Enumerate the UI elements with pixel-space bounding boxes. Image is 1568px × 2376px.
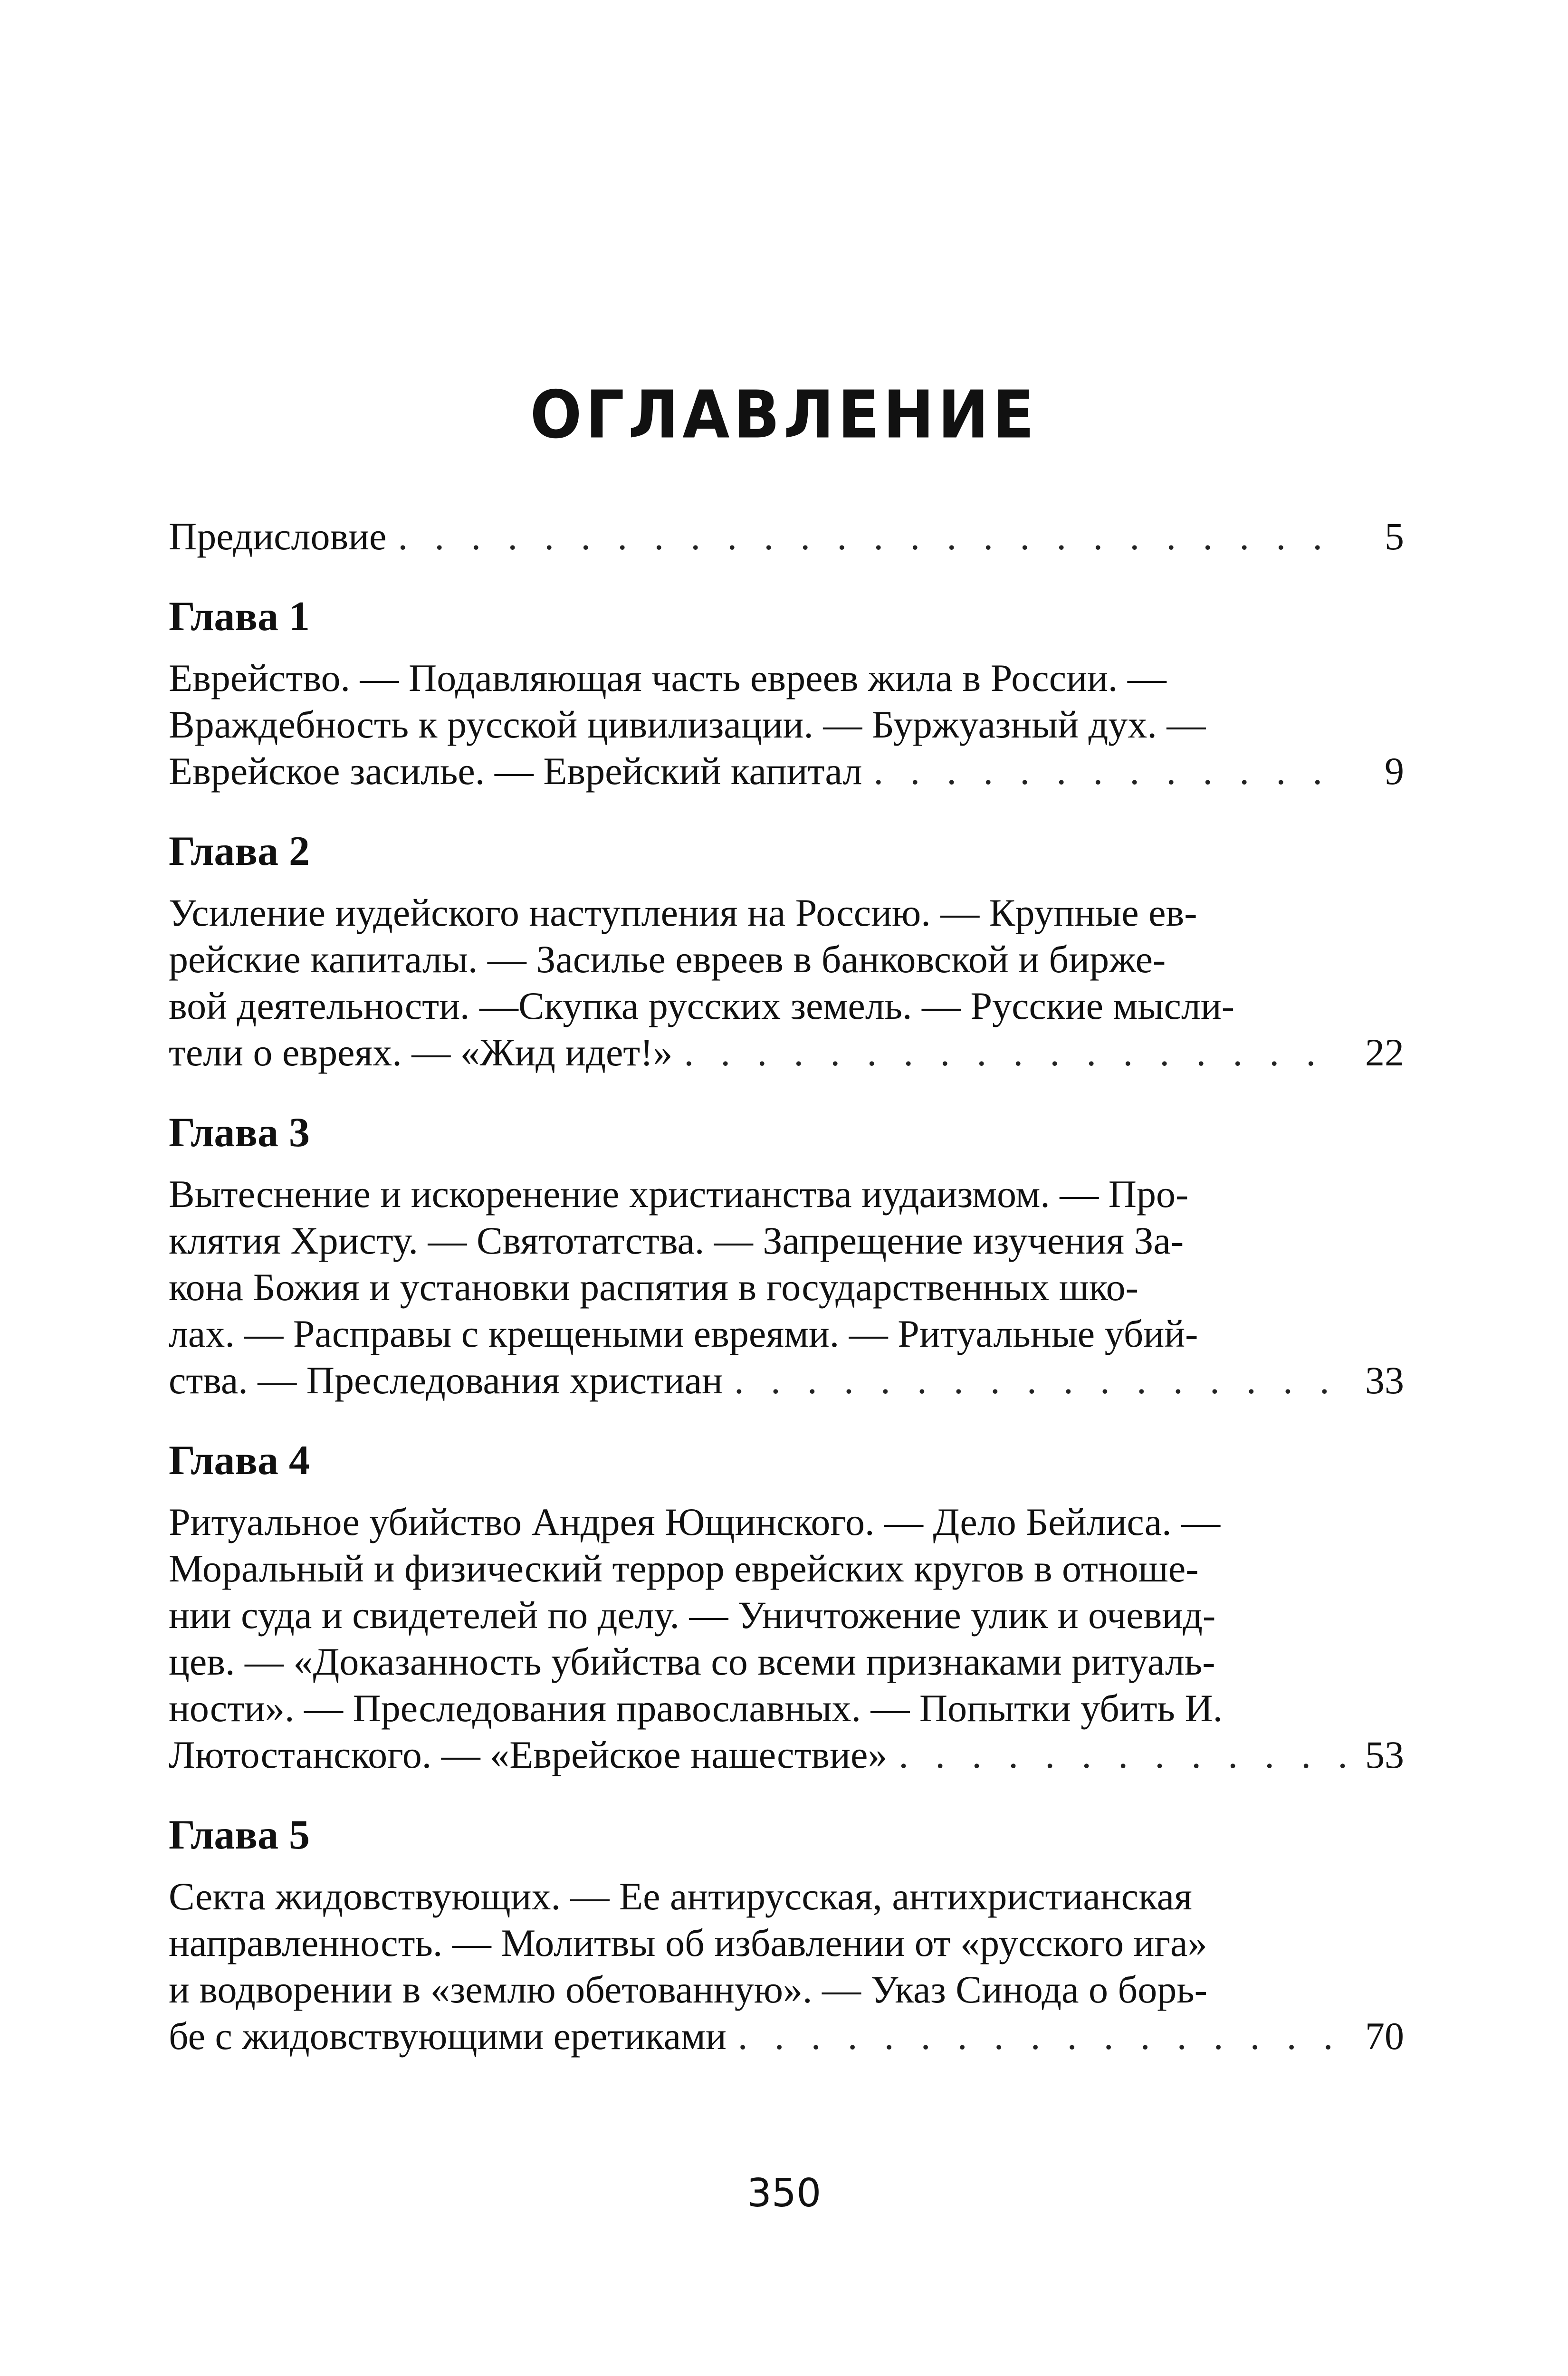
preface-label: Предисловие <box>169 515 387 558</box>
chapter-description-line: Вытеснение и искоренение христианства иудаизмом. — Про- <box>169 1172 1189 1216</box>
chapter-description-last-line: Еврейское засилье. — Еврейский капитал <box>169 749 862 793</box>
chapter-page-number: 9 <box>1385 749 1404 793</box>
chapter-page-number: 33 <box>1365 1359 1404 1402</box>
chapter-heading-3: Глава 3 <box>169 1110 310 1156</box>
preface-page-number: 5 <box>1385 515 1404 558</box>
dot-leader <box>738 2013 1345 2060</box>
dot-leader <box>734 1357 1345 1404</box>
chapter-description-line: лах. — Расправы с крещеными евреями. — Ритуальные убий- <box>169 1312 1198 1355</box>
chapter-description-last-line: тели о евреях. — «Жид идет!» <box>169 1031 673 1074</box>
toc-line <box>169 2013 1404 2060</box>
chapter-description-last-line: ства. — Преследования христиан <box>169 1359 723 1402</box>
toc-entry-chapter-2 <box>169 890 1404 1076</box>
chapter-heading-5: Глава 5 <box>169 1812 310 1858</box>
chapter-description-line: ности». — Преследования православных. — Попытки убить И. <box>169 1686 1223 1730</box>
chapter-heading-4: Глава 4 <box>169 1437 310 1484</box>
chapter-description-line: Ритуальное убийство Андрея Ющинского. — Дело Бейлиса. — <box>169 1500 1221 1543</box>
dot-leader <box>899 1732 1345 1778</box>
toc-entry-chapter-3 <box>169 1171 1404 1404</box>
chapter-description-line: Еврейство. — Подавляющая часть евреев жила в России. — <box>169 656 1166 699</box>
chapter-description-line: Усиление иудейского наступления на Россию. — Крупные ев- <box>169 891 1197 934</box>
chapter-heading-1: Глава 1 <box>169 594 310 640</box>
page-number: 350 <box>746 2171 822 2216</box>
toc-line <box>169 1357 1404 1404</box>
toc-line <box>169 1732 1404 1778</box>
chapter-description-line: рейские капиталы. — Засилье евреев в банковской и бирже- <box>169 938 1166 981</box>
chapter-description-line: нии суда и свидетелей по делу. — Уничтожение улик и очевид- <box>169 1593 1216 1637</box>
table-of-contents <box>169 513 1404 2060</box>
chapter-description-line: цев. — «Доказанность убийства со всеми признаками ритуаль- <box>169 1640 1215 1683</box>
chapter-description-line: клятия Христу. — Святотатства. — Запрещение изучения За- <box>169 1219 1184 1262</box>
chapter-description-line: Моральный и физический террор еврейских кругов в отноше- <box>169 1547 1199 1590</box>
toc-line <box>169 1029 1404 1076</box>
chapter-page-number: 22 <box>1365 1031 1404 1074</box>
chapter-description-line: вой деятельности. —Скупка русских земель. — Русские мысли- <box>169 984 1235 1027</box>
chapter-description-last-line: Лютостанского. — «Еврейское нашествие» <box>169 1733 888 1776</box>
chapter-description-line: кона Божия и установки распятия в государственных шко- <box>169 1265 1138 1309</box>
dot-leader <box>684 1029 1345 1076</box>
page-title: ОГЛАВЛЕНИЕ <box>530 377 1038 453</box>
chapter-page-number: 53 <box>1365 1733 1404 1776</box>
chapter-heading-2: Глава 2 <box>169 828 310 874</box>
dot-leader <box>873 748 1345 795</box>
toc-entry-chapter-1 <box>169 655 1404 795</box>
chapter-description-line: направленность. — Молитвы об избавлении от «русского ига» <box>169 1921 1207 1964</box>
toc-entry-chapter-4 <box>169 1499 1404 1778</box>
chapter-description-line: Секта жидовствующих. — Ее антирусская, антихристианская <box>169 1875 1192 1918</box>
chapter-page-number: 70 <box>1365 2014 1404 2058</box>
chapter-description-last-line: бе с жидовствующими еретиками <box>169 2014 727 2058</box>
toc-line <box>169 513 1404 560</box>
toc-entry-preface <box>169 513 1404 560</box>
chapter-description-line: и водворении в «землю обетованную». — Указ Синода о борь- <box>169 1968 1207 2011</box>
toc-line <box>169 748 1404 795</box>
chapter-description-line: Враждебность к русской цивилизации. — Буржуазный дух. — <box>169 703 1206 746</box>
dot-leader <box>398 513 1345 560</box>
toc-entry-chapter-5 <box>169 1873 1404 2060</box>
